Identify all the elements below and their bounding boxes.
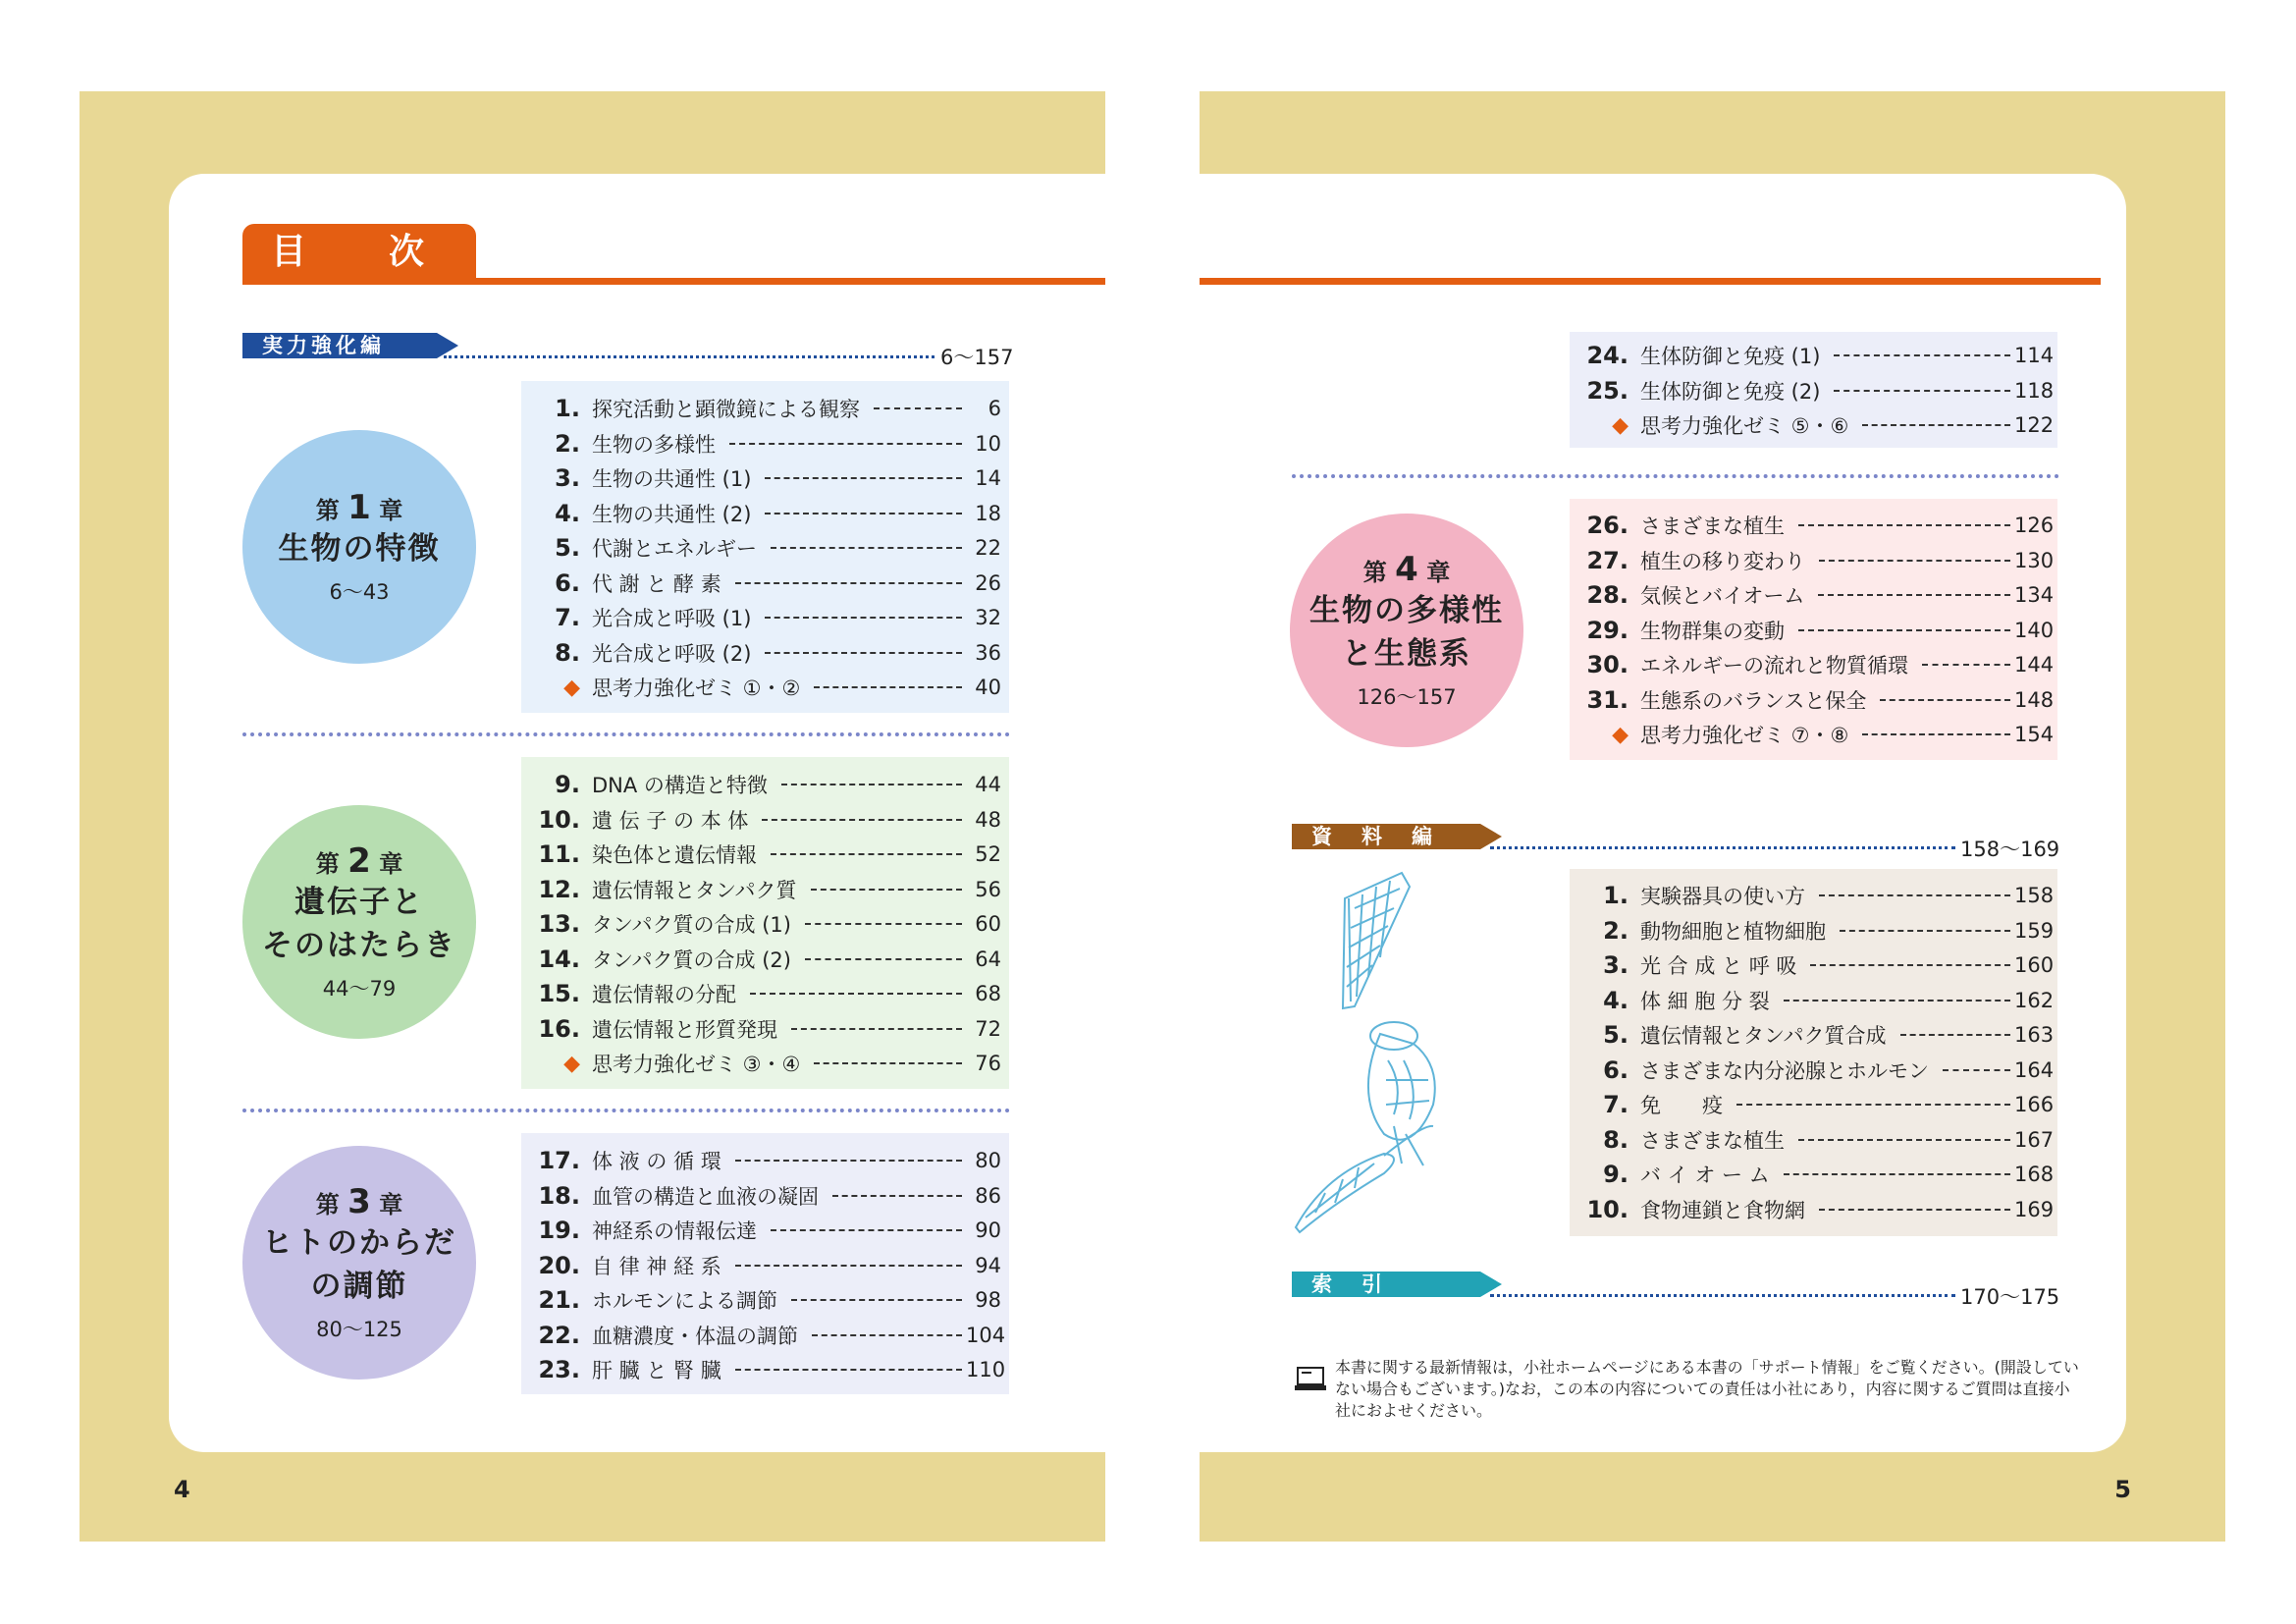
toc-entry-title: 生体防御と免疫 (2) [1640, 379, 1821, 404]
toc-entry-page: 56 [975, 877, 1001, 901]
toc-entry-number: 6. [1603, 1056, 1629, 1084]
toc-entry-page: 166 [2014, 1093, 2055, 1116]
toc-entry-page: 32 [975, 606, 1001, 629]
section-range-main: 6〜157 [940, 346, 1014, 369]
toc-entry-title: 生物群集の変動 [1640, 619, 1785, 643]
toc-entry-number: 7. [555, 604, 580, 631]
toc-entry-page: 168 [2014, 1163, 2055, 1186]
support-notice: 本書に関する最新情報は，小社ホームページにある本書の「サポート情報」をご覧ください。(開設していない場合もございます。)なお，この本の内容についての責任は小社にあり，内容に関するご質問は直接小社におよせください。 [1335, 1358, 2079, 1420]
toc-entry [521, 1179, 1009, 1213]
toc-entry-number: 22. [538, 1321, 580, 1349]
toc-entry-number: 14. [538, 945, 580, 973]
toc-entry-title: 思考力強化ゼミ ⑦・⑧ [1640, 724, 1849, 747]
toc-entry [1570, 718, 2057, 751]
toc-entry-leader [765, 617, 962, 619]
toc-entry-page: 52 [975, 842, 1001, 866]
toc-entry [1570, 879, 2057, 912]
toc-entry [521, 461, 1009, 495]
toc-entry-leader [805, 958, 962, 960]
toc-entry-leader [1819, 560, 2010, 562]
toc-entry-leader [735, 582, 962, 584]
toc-entry [521, 567, 1009, 600]
toc-entry [1570, 984, 2057, 1017]
chapter-2-name-line1: 遺伝子と [294, 885, 424, 920]
toc-entry [521, 1353, 1009, 1386]
toc-entry-title: 植生の移り変わり [1640, 549, 1805, 573]
toc-entry [1570, 1123, 2057, 1157]
toc-entry [521, 838, 1009, 871]
toc-entry-page: 104 [966, 1323, 1006, 1347]
toc-entry-leader [791, 1299, 962, 1301]
toc-entry-number: 15. [538, 980, 580, 1007]
toc-entry-page: 140 [2014, 618, 2055, 642]
toc-entry-number: 17. [538, 1147, 580, 1174]
toc-entry-leader [1819, 894, 2010, 896]
toc-entry-leader [811, 889, 962, 891]
toc-entry [521, 671, 1009, 704]
toc-entry-page: 22 [975, 536, 1001, 560]
chapter-3-badge [242, 1146, 476, 1380]
toc-entry-page: 36 [975, 640, 1001, 665]
toc-entry-leader [1818, 594, 2010, 596]
toc-entry-number: 20. [538, 1251, 580, 1279]
toc-entry-title: 光合成と呼吸 (2) [592, 641, 752, 666]
separator-2 [242, 1109, 1010, 1112]
section-tag-main: 実力強化編 [242, 333, 437, 358]
toc-entry [1570, 544, 2057, 577]
toc-entry-page: 44 [975, 773, 1001, 796]
toc-entry-leader [1819, 1209, 2010, 1211]
chapter-3-number: 第 3 章 [315, 1182, 403, 1221]
page-number-left: 4 [174, 1476, 190, 1503]
toc-entry-title: 代謝とエネルギー [592, 537, 757, 561]
toc-entry [1570, 1018, 2057, 1052]
toc-entry-number: 2. [555, 429, 580, 458]
title-underline-right [1200, 278, 2101, 285]
toc-entry-number: 4. [1603, 986, 1629, 1014]
toc-entry-page: 18 [975, 501, 1001, 525]
toc-entry [1570, 1158, 2057, 1191]
toc-entry-title: エネルギーの流れと物質循環 [1640, 654, 1908, 677]
toc-entry-number: 3. [1603, 951, 1629, 979]
toc-entry-number: 1. [1603, 882, 1629, 909]
toc-entry [521, 1144, 1009, 1177]
toc-entry [1570, 578, 2057, 612]
toc-entry-title: 血糖濃度・体温の調節 [592, 1324, 798, 1348]
toc-entry-leader [1798, 629, 2010, 631]
toc-entry-page: 80 [975, 1149, 1001, 1172]
toc-entry-title: さまざまな植生 [1640, 1128, 1785, 1153]
toc-box-chapter-1 [521, 381, 1009, 713]
toc-entry [521, 873, 1009, 906]
toc-entry-page: 162 [2014, 988, 2055, 1012]
toc-entry-leader [1834, 390, 2010, 392]
chapter-2-badge [242, 805, 476, 1039]
computer-icon [1294, 1366, 1327, 1391]
toc-entry-page: 26 [975, 570, 1001, 595]
toc-entry-page: 48 [975, 807, 1001, 832]
toc-entry-leader [781, 784, 962, 785]
toc-entry-leader [735, 1369, 962, 1371]
toc-entry-title: 遺 伝 子 の 本 体 [592, 808, 749, 833]
toc-entry-number: 5. [1603, 1021, 1629, 1049]
toc-entry-number: 9. [555, 771, 580, 798]
toc-entry-number: 6. [555, 568, 580, 597]
toc-entry [521, 1283, 1009, 1317]
toc-entry-title: さまざまな内分泌腺とホルモン [1640, 1058, 1929, 1083]
section-tag-materials: 資料編 [1292, 824, 1480, 849]
toc-entry-leader [1943, 1069, 2010, 1071]
toc-entry-title: 思考力強化ゼミ ③・④ [592, 1053, 801, 1076]
toc-entry-leader [791, 1028, 962, 1030]
toc-entry-leader [1922, 664, 2010, 666]
right-page [1200, 91, 2225, 1542]
toc-entry-number: 10. [1586, 1195, 1629, 1223]
toc-entry-page: 144 [2014, 653, 2055, 677]
toc-entry-leader [1834, 354, 2010, 356]
section-leader-index [1490, 1294, 1955, 1297]
toc-entry-leader [1784, 1000, 2010, 1001]
toc-entry-page: 68 [975, 982, 1001, 1005]
toc-entry-title: 遺伝情報とタンパク質合成 [1640, 1024, 1887, 1048]
toc-entry-title: 肝 臓 と 腎 臓 [592, 1359, 721, 1382]
toc-entry-title: 血管の構造と血液の凝固 [592, 1184, 819, 1209]
toc-entry-number: 28. [1586, 581, 1629, 609]
toc-entry-leader [814, 686, 962, 688]
toc-entry-page: 122 [2014, 413, 2055, 437]
toc-entry-number: 19. [538, 1217, 580, 1244]
chapter-3-name-line1: ヒトのからだ [262, 1225, 456, 1261]
toc-entry-number: 12. [538, 875, 580, 903]
toc-entry-number: 11. [538, 840, 580, 868]
toc-entry-leader [735, 1265, 962, 1267]
toc-entry-leader [1862, 424, 2010, 426]
toc-entry-title: 体 液 の 循 環 [592, 1150, 721, 1173]
toc-entry-page: 126 [2014, 514, 2055, 537]
toc-box-chapter-2 [521, 757, 1009, 1089]
toc-entry [1570, 914, 2057, 947]
toc-entry-title: 染色体と遺伝情報 [592, 843, 757, 867]
section-leader-main [444, 355, 934, 358]
toc-entry-title: 光 合 成 と 呼 吸 [1640, 954, 1797, 978]
toc-entry-leader [1900, 1034, 2010, 1036]
toc-entry-page: 169 [2014, 1197, 2055, 1221]
toc-entry-page: 86 [975, 1183, 1001, 1208]
toc-box-chapter-3 [521, 1133, 1009, 1394]
toc-entry-title: 思考力強化ゼミ ⑤・⑥ [1640, 414, 1849, 438]
toc-entry-page: 10 [975, 431, 1001, 456]
toc-entry-title: タンパク質の合成 (1) [592, 913, 791, 937]
toc-entry-title: 生物の多様性 [592, 432, 716, 457]
toc-entry-leader [771, 853, 962, 855]
toc-entry [1570, 948, 2057, 982]
toc-entry-page: 94 [975, 1253, 1001, 1277]
toc-entry-title: 免 疫 [1640, 1094, 1723, 1117]
toc-entry-number: 4. [555, 499, 580, 527]
title-underline-left [242, 278, 1105, 285]
toc-entry [1570, 374, 2057, 407]
toc-entry-title: 遺伝情報とタンパク質 [592, 878, 797, 902]
toc-entry-title: 探究活動と顕微鏡による観察 [592, 398, 860, 421]
toc-entry-leader [1880, 699, 2010, 701]
toc-entry-title: バ イ オ ー ム [1640, 1164, 1770, 1187]
chapter-1-badge [242, 430, 476, 664]
toc-entry-page: 160 [2014, 953, 2055, 977]
toc-entry-page: 6 [988, 397, 1001, 420]
toc-entry [1570, 1088, 2057, 1121]
toc-entry-title: 気候とバイオーム [1640, 584, 1805, 608]
toc-entry [1570, 408, 2057, 442]
toc-entry-title: 動物細胞と植物細胞 [1640, 919, 1826, 944]
toc-entry-number: 8. [1603, 1125, 1629, 1154]
toc-entry-leader [1840, 930, 2010, 932]
toc-entry-number: 25. [1586, 376, 1629, 405]
toc-entry-leader [765, 513, 962, 514]
chapter-4-name-line2: と生態系 [1342, 636, 1471, 672]
toc-entry-page: 98 [975, 1288, 1001, 1312]
toc-entry-title: 遺伝情報と形質発現 [592, 1017, 777, 1042]
toc-entry [521, 943, 1009, 976]
toc-entry [1570, 1193, 2057, 1226]
toc-entry [521, 977, 1009, 1010]
toc-box-chapter-3-continued [1570, 332, 2057, 448]
section-leader-materials [1490, 846, 1955, 849]
toc-entry [521, 803, 1009, 837]
toc-entry [521, 601, 1009, 634]
toc-entry [521, 427, 1009, 460]
toc-entry-leader [805, 923, 962, 925]
toc-entry-title: 思考力強化ゼミ ①・② [592, 677, 801, 700]
toc-entry [521, 1214, 1009, 1247]
toc-entry-leader [874, 407, 962, 409]
diamond-icon: ◆ [1612, 722, 1629, 747]
toc-entry-page: 158 [2014, 884, 2055, 907]
microscope-specimen-illustration [1286, 869, 1443, 1242]
section-tag-index: 索引 [1292, 1272, 1480, 1297]
toc-entry-number: 9. [1603, 1161, 1629, 1188]
toc-entry-page: 163 [2014, 1023, 2055, 1047]
toc-entry-leader [771, 547, 962, 549]
toc-entry-title: DNA の構造と特徴 [592, 774, 768, 797]
toc-entry-number: 23. [538, 1356, 580, 1383]
toc-entry-title: 体 細 胞 分 裂 [1640, 989, 1770, 1013]
toc-entry-number: 5. [555, 534, 580, 562]
diamond-icon: ◆ [563, 1051, 580, 1076]
toc-box-chapter-4 [1570, 499, 2057, 760]
chapter-4-range: 126〜157 [1357, 685, 1457, 709]
toc-entry-number: 26. [1586, 512, 1629, 539]
chapter-1-number: 第 1 章 [315, 488, 403, 527]
toc-entry-leader [750, 993, 962, 995]
toc-entry-page: 60 [975, 912, 1001, 936]
chapter-3-name-line2: の調節 [310, 1269, 408, 1304]
toc-entry-leader [812, 1334, 962, 1336]
toc-entry-page: 90 [975, 1218, 1001, 1242]
toc-entry-number: 31. [1586, 685, 1629, 714]
section-range-index: 170〜175 [1960, 1285, 2060, 1309]
toc-entry-leader [1798, 524, 2010, 526]
toc-entry [521, 1319, 1009, 1352]
toc-entry-number: 8. [555, 638, 580, 667]
toc-entry-page: 14 [975, 466, 1001, 490]
toc-entry-number: 29. [1586, 616, 1629, 644]
toc-entry [1570, 648, 2057, 681]
toc-entry-title: 食物連鎖と食物網 [1640, 1198, 1805, 1222]
toc-entry-title: さまざまな植生 [1640, 514, 1785, 538]
toc-entry-title: 生体防御と免疫 (1) [1640, 345, 1821, 368]
toc-entry-leader [814, 1062, 962, 1064]
toc-entry-number: 7. [1603, 1091, 1629, 1118]
toc-entry-page: 72 [975, 1016, 1001, 1041]
toc-entry-page: 154 [2014, 723, 2055, 746]
toc-entry-leader [1736, 1104, 2010, 1106]
toc-entry-title: 生物の共通性 (1) [592, 467, 752, 491]
toc-entry-page: 118 [2014, 378, 2055, 403]
toc-entry-leader [1798, 1139, 2010, 1141]
toc-entry [1570, 683, 2057, 717]
toc-entry-page: 114 [2014, 344, 2055, 367]
toc-entry-number: 21. [538, 1286, 580, 1314]
toc-entry-title: ホルモンによる調節 [592, 1289, 777, 1313]
toc-entry-leader [1862, 733, 2010, 735]
toc-entry-page: 40 [975, 676, 1001, 699]
toc-entry-page: 159 [2014, 918, 2055, 943]
toc-entry [521, 768, 1009, 801]
toc-entry-page: 64 [975, 947, 1001, 971]
chapter-4-name-line1: 生物の多様性 [1309, 593, 1504, 628]
separator-1 [242, 732, 1010, 736]
toc-entry-leader [762, 819, 962, 821]
chapter-4-number: 第 4 章 [1362, 550, 1451, 589]
chapter-1-name: 生物の特徴 [278, 531, 441, 567]
chapter-1-range: 6〜43 [329, 580, 390, 604]
toc-entry-title: 光合成と呼吸 (1) [592, 607, 752, 630]
toc-entry-page: 110 [966, 1358, 1006, 1381]
toc-entry-number: 16. [538, 1014, 580, 1043]
diamond-icon: ◆ [1612, 412, 1629, 438]
toc-entry [1570, 614, 2057, 647]
toc-entry-number: 2. [1603, 916, 1629, 945]
chapter-2-name-line2: そのはたらき [262, 928, 456, 963]
toc-entry-number: 1. [555, 395, 580, 422]
toc-entry [521, 1047, 1009, 1080]
toc-entry-leader [735, 1160, 962, 1162]
toc-entry-page: 164 [2014, 1057, 2055, 1082]
toc-entry-leader [832, 1195, 962, 1197]
toc-entry [1570, 339, 2057, 372]
toc-entry-page: 167 [2014, 1127, 2055, 1152]
toc-box-materials [1570, 869, 2057, 1236]
toc-entry [521, 636, 1009, 670]
chapter-4-badge [1290, 514, 1523, 747]
toc-entry-leader [765, 477, 962, 479]
toc-entry-leader [1810, 964, 2010, 966]
toc-entry [521, 497, 1009, 530]
toc-entry-page: 134 [2014, 583, 2055, 607]
toc-entry-title: 代 謝 と 酵 素 [592, 571, 721, 596]
toc-entry-title: 実験器具の使い方 [1640, 885, 1805, 908]
toc-entry [1570, 509, 2057, 542]
page-number-right: 5 [2114, 1476, 2131, 1503]
page-title: 目 次 [242, 224, 476, 281]
toc-entry [521, 1249, 1009, 1282]
toc-entry [1570, 1054, 2057, 1087]
toc-entry-page: 148 [2014, 687, 2055, 712]
diamond-icon: ◆ [563, 675, 580, 700]
toc-entry [521, 907, 1009, 941]
toc-entry-title: 神経系の情報伝達 [592, 1219, 757, 1243]
toc-entry-page: 76 [975, 1052, 1001, 1075]
chapter-2-range: 44〜79 [322, 977, 397, 1001]
toc-entry-leader [729, 443, 962, 445]
separator-3 [1292, 474, 2059, 478]
toc-entry-leader [1784, 1173, 2010, 1175]
toc-entry-title: 生態系のバランスと保全 [1640, 688, 1867, 713]
toc-entry-title: タンパク質の合成 (2) [592, 947, 791, 972]
toc-entry-leader [771, 1229, 962, 1231]
toc-entry-title: 遺伝情報の分配 [592, 983, 736, 1006]
toc-entry-title: 生物の共通性 (2) [592, 502, 752, 526]
chapter-2-number: 第 2 章 [315, 841, 403, 881]
toc-entry-number: 27. [1586, 546, 1629, 574]
toc-entry-number: 30. [1586, 651, 1629, 678]
toc-entry-number: 10. [538, 805, 580, 834]
toc-entry-title: 自 律 神 経 系 [592, 1254, 721, 1278]
toc-entry-number: 13. [538, 910, 580, 938]
toc-entry-number: 24. [1586, 342, 1629, 369]
toc-entry-leader [765, 652, 962, 654]
toc-entry-number: 18. [538, 1181, 580, 1210]
toc-entry [521, 1012, 1009, 1046]
chapter-3-range: 80〜125 [316, 1318, 402, 1341]
toc-entry [521, 531, 1009, 565]
section-range-materials: 158〜169 [1960, 838, 2060, 861]
toc-entry-page: 130 [2014, 548, 2055, 572]
toc-entry-number: 3. [555, 464, 580, 492]
toc-entry [521, 392, 1009, 425]
